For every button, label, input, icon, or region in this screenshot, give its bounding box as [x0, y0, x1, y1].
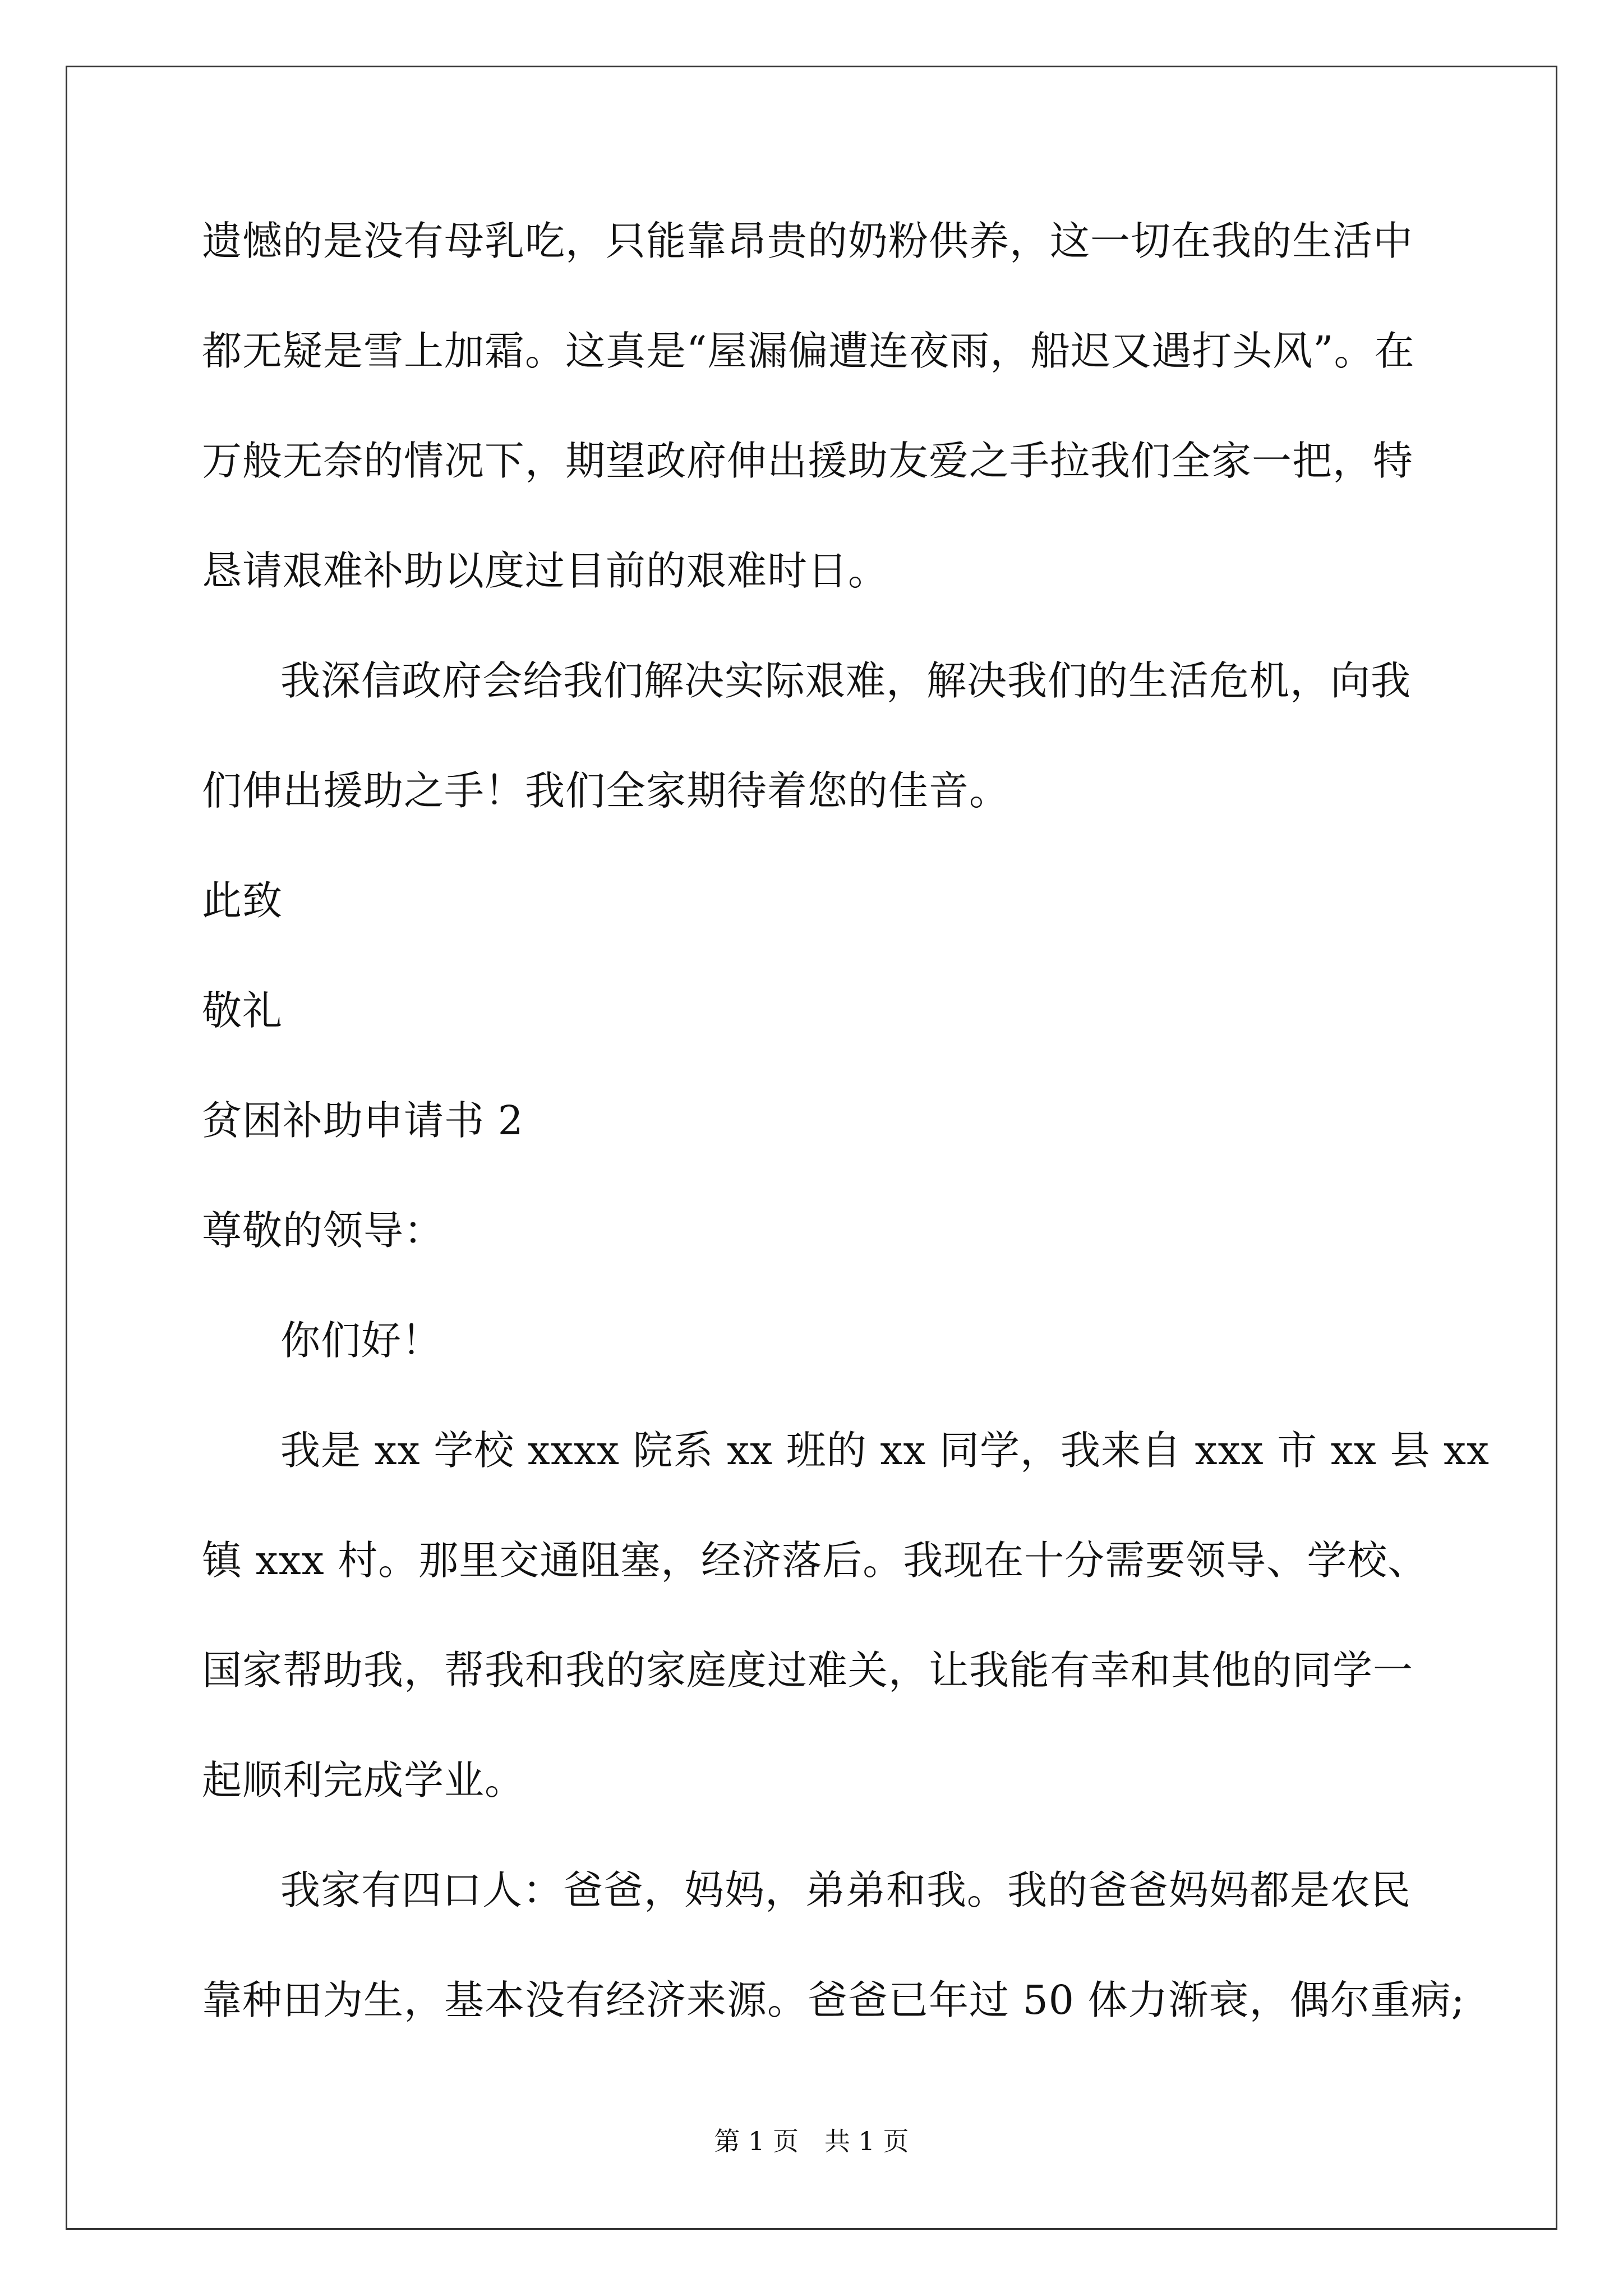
paragraph-line: 我深信政府会给我们解决实际艰难，解决我们的生活危机，向我: [280, 657, 1412, 704]
letter-greeting: 尊敬的领导：: [202, 1207, 445, 1254]
closing-salutation: 此致: [202, 877, 283, 924]
paragraph-line: 靠种田为生，基本没有经济来源。爸爸已年过 50 体力渐衰，偶尔重病;: [202, 1977, 1465, 2023]
letter-greeting-line: 你们好！: [280, 1317, 442, 1364]
paragraph-line: 遗憾的是没有母乳吃，只能靠昂贵的奶粉供养，这一切在我的生活中: [202, 218, 1414, 264]
paragraph-line: 我是 xx 学校 xxxx 院系 xx 班的 xx 同学，我来自 xxx 市 xx 县 xx: [280, 1427, 1490, 1474]
closing-regards: 敬礼: [202, 987, 283, 1034]
paragraph-line: 镇 xxx 村。那里交通阻塞，经济落后。我现在十分需要领导、学校、: [202, 1537, 1428, 1584]
section-title: 贫困补助申请书 2: [202, 1097, 524, 1144]
paragraph-line: 我家有四口人：爸爸，妈妈，弟弟和我。我的爸爸妈妈都是农民: [280, 1867, 1412, 1913]
paragraph-line: 们伸出援助之手！我们全家期待着您的佳音。: [202, 767, 1010, 814]
document-body: [202, 213, 1490, 2082]
paragraph-line: 万般无奈的情况下，期望政府伸出援助友爱之手拉我们全家一把，特: [202, 438, 1414, 484]
paragraph-line: 起顺利完成学业。: [202, 1757, 525, 1803]
paragraph-line: 都无疑是雪上加霜。这真是“屋漏偏遭连夜雨，船迟又遇打头风”。在: [202, 328, 1415, 374]
paragraph-line: 恳请艰难补助以度过目前的艰难时日。: [202, 547, 889, 594]
paragraph-line: 国家帮助我，帮我和我的家庭度过难关，让我能有幸和其他的同学一: [202, 1647, 1414, 1694]
page-footer: 第 1 页 共 1 页: [714, 2126, 909, 2156]
